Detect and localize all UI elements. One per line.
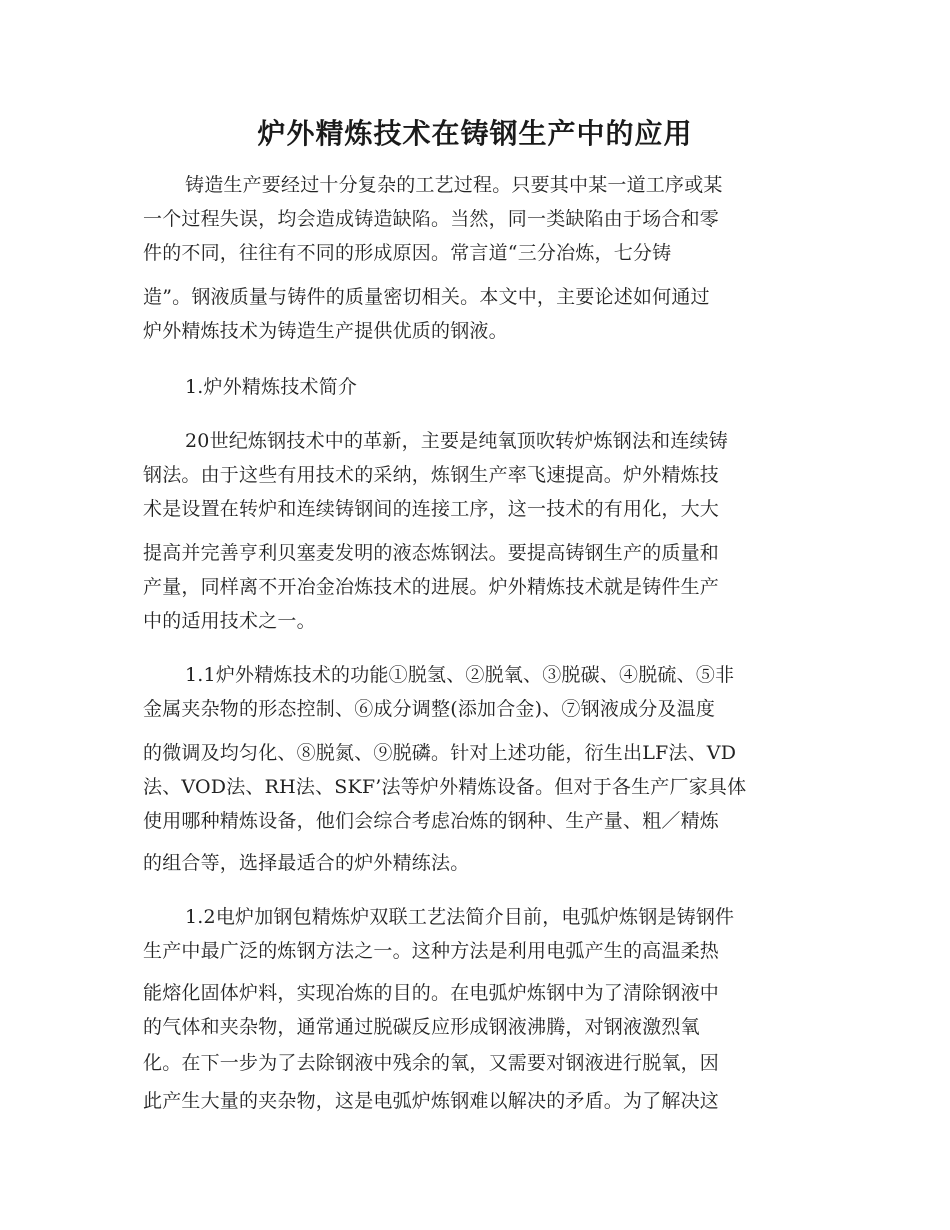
paragraph-line: 铸造生产要经过十分复杂的工艺过程。只要其中某一道工序或某: [185, 174, 723, 196]
paragraph-line: 的气体和夹杂物，通常通过脱碳反应形成钢液沸腾，对钢液激烈氧: [143, 1016, 700, 1038]
paragraph-line: 钢法。由于这些有用技术的采纳，炼钢生产率飞速提高。炉外精炼技: [143, 464, 720, 486]
paragraph-line: 此产生大量的夹杂物，这是电弧炉炼钢难以解决的矛盾。为了解决这: [143, 1090, 720, 1112]
paragraph-line: 造”。钢液质量与铸件的质量密切相关。本文中，主要论述如何通过: [143, 286, 710, 308]
paragraph-line: 提高并完善亨利贝塞麦发明的液态炼钢法。要提高铸钢生产的质量和: [143, 542, 720, 564]
paragraph-line: 能熔化固体炉料，实现冶炼的目的。在电弧炉炼钢中为了清除钢液中: [143, 982, 720, 1004]
paragraph-line: 的组合等，选择最适合的炉外精练法。: [143, 852, 470, 874]
paragraph-line: 1.1炉外精炼技术的功能①脱氢、②脱氧、③脱碳、④脱硫、⑤非: [185, 664, 735, 686]
paragraph-line: 使用哪种精炼设备，他们会综合考虑冶炼的钢种、生产量、粗／精炼: [143, 810, 720, 832]
paragraph-line: 的微调及均匀化、⑧脱氮、⑨脱磷。针对上述功能，衍生出LF法、VD: [143, 742, 737, 764]
paragraph-line: 产量，同样离不开冶金冶炼技术的进展。炉外精炼技术就是铸件生产: [143, 576, 720, 598]
paragraph-line: 20世纪炼钢技术中的革新，主要是纯氧顶吹转炉炼钢法和连续铸: [185, 430, 728, 452]
paragraph-line: 术是设置在转炉和连续铸钢间的连接工序，这一技术的有用化，大大: [143, 498, 720, 520]
paragraph-line: 一个过程失误，均会造成铸造缺陷。当然，同一类缺陷由于场合和零: [143, 208, 720, 230]
paragraph-line: 1.2电炉加钢包精炼炉双联工艺法简介目前，电弧炉炼钢是铸钢件: [185, 906, 735, 928]
paragraph-line: 件的不同，往往有不同的形成原因。常言道“三分冶炼，七分铸: [143, 242, 672, 264]
section-heading: 1.炉外精炼技术简介: [185, 376, 358, 398]
document-title: 炉外精炼技术在铸钢生产中的应用: [257, 117, 693, 150]
paragraph-line: 生产中最广泛的炼钢方法之一。这种方法是利用电弧产生的高温柔热: [143, 940, 720, 962]
paragraph-line: 化。在下一步为了去除钢液中残余的氧，又需要对钢液进行脱氧，因: [143, 1052, 720, 1074]
paragraph-line: 法、VOD法、RH法、SKF’法等炉外精炼设备。但对于各生产厂家具体: [143, 776, 747, 798]
paragraph-line: 金属夹杂物的形态控制、⑥成分调整(添加合金)、⑦钢液成分及温度: [143, 698, 716, 720]
paragraph-line: 炉外精炼技术为铸造生产提供优质的钢液。: [143, 320, 508, 342]
paragraph-line: 中的适用技术之一。: [143, 610, 316, 632]
